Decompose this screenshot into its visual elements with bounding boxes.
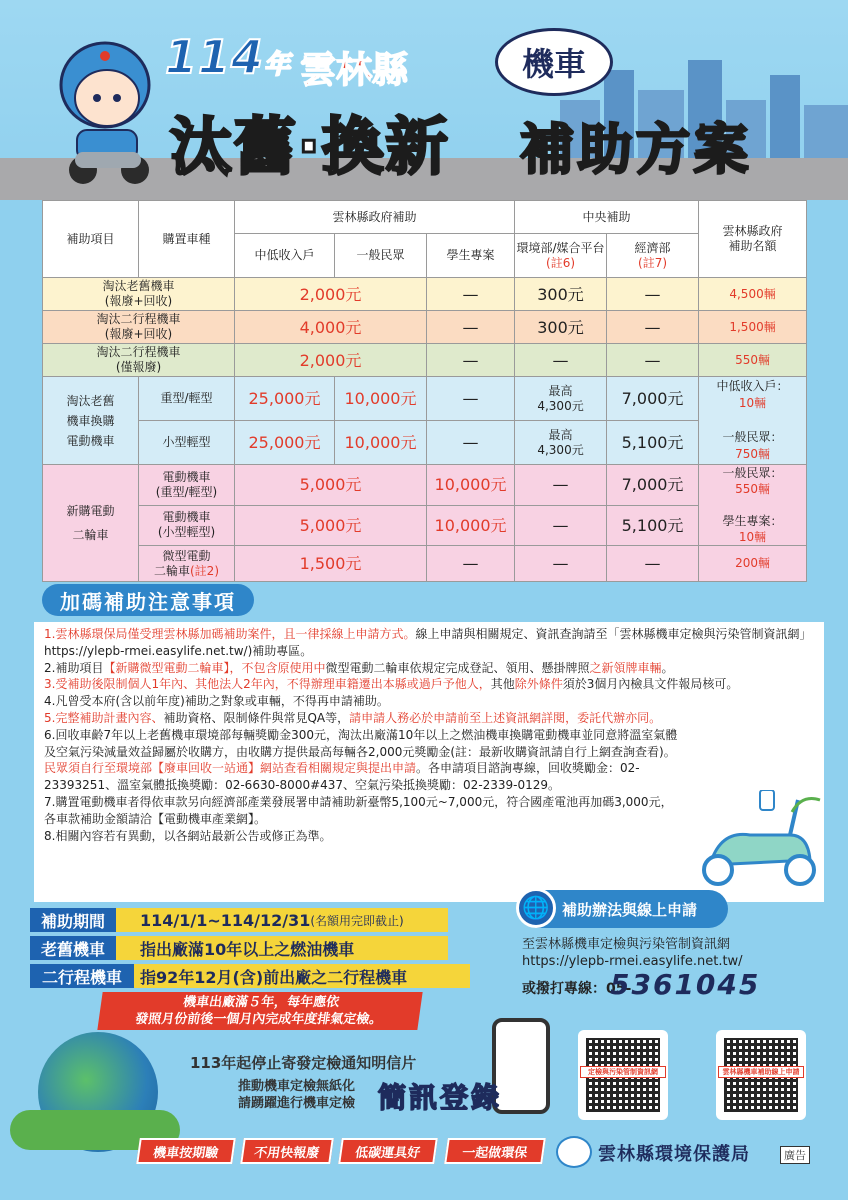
- header-item: 補助項目: [43, 201, 139, 278]
- row-quota: 1,500輛: [699, 311, 807, 344]
- row-general: 10,000元: [335, 421, 427, 465]
- globe-icon: 🌐: [516, 888, 556, 928]
- apply-url[interactable]: https://ylepb-rmei.easylife.net.tw/: [522, 954, 743, 969]
- two-stroke-label: 二行程機車: [30, 964, 134, 988]
- row-student: —: [427, 344, 515, 377]
- note-3: 3.受補助後限制個人1年內、其他法人2年內，不得辦理車籍遷出本縣或過戶予他人，其他除外條件須於3個月內檢具文件報局核可。: [44, 677, 739, 692]
- row-epa: —: [515, 505, 607, 546]
- subsidy-table: [42, 200, 806, 576]
- row-moea: —: [607, 311, 699, 344]
- slogan-2: 不用快報廢: [240, 1138, 334, 1164]
- row-moea: —: [607, 546, 699, 582]
- table-row: [43, 278, 807, 311]
- slogan-1: 機車按期驗: [136, 1138, 236, 1164]
- header-low-income: 中低收入戶: [235, 234, 335, 278]
- header-central-group: 中央補助: [515, 201, 699, 234]
- row-quota: 550輛: [699, 344, 807, 377]
- old-bike-value: 指出廠滿10年以上之燃油機車: [140, 939, 355, 959]
- apply-text: 至雲林縣機車定檢與污染管制資訊網 https://ylepb-rmei.easylife.net.tw/: [522, 937, 743, 969]
- qr-code-subsidy[interactable]: 雲林縣機車補助線上申請: [716, 1030, 806, 1120]
- vehicle-speech-bubble: 機車: [495, 28, 613, 96]
- row-moea: 7,000元: [607, 465, 699, 506]
- phone-label: 或撥打專線：05-: [522, 981, 632, 997]
- note-8: 8.相關內容若有異動，以各網站最新公告或修正為準。: [44, 828, 332, 843]
- ev-quota: 中低收入戶： 10輛 一般民眾： 750輛: [699, 377, 807, 465]
- row-epa: 300元: [515, 278, 607, 311]
- paperless-notice: 推動機車定檢無紙化 請踴躍進行機車定檢: [238, 1079, 356, 1111]
- header-epa: 環境部/媒合平台 (註6): [515, 234, 607, 278]
- mascot-rider-icon: [55, 40, 160, 190]
- inspection-banner: 機車出廠滿５年，每年應依 發照月份前後一個月內完成年度排氣定檢。: [97, 992, 422, 1030]
- two-stroke-value: 指92年12月(含)前出廠之二行程機車: [140, 967, 408, 987]
- header-moea: 經濟部 (註7): [607, 234, 699, 278]
- table-row: [43, 311, 807, 344]
- notes-title: 加碼補助注意事項: [42, 584, 254, 616]
- new-group-label: 新購電動 二輪車: [43, 465, 139, 582]
- phone-number[interactable]: 5361045: [610, 968, 761, 1001]
- period-label: 補助期間: [30, 908, 116, 932]
- qr-code-inspection[interactable]: 定檢與污染管制資訊網: [578, 1030, 668, 1120]
- sms-register: 簡訊登錄: [378, 1081, 503, 1114]
- header-county-group: 雲林縣政府補助: [235, 201, 515, 234]
- table-row: [43, 421, 807, 465]
- table-row: [43, 505, 807, 546]
- ad-tag: 廣告: [780, 1146, 810, 1164]
- row-type: 重型/輕型: [139, 377, 235, 421]
- year-title: 114年: [165, 30, 292, 84]
- header-quota: 雲林縣政府 補助名額: [699, 201, 807, 278]
- row-moea: —: [607, 278, 699, 311]
- row-epa: 最高 4,300元: [515, 421, 607, 465]
- old-bike-label: 老舊機車: [30, 936, 116, 960]
- row-student: —: [427, 546, 515, 582]
- table-row: [43, 344, 807, 377]
- note-5: 5.完整補助計畫內容、補助資格、限制條件與常見QA等，請申請人務必於申請前至上述資訊網詳閱，委託代辦亦同。: [44, 710, 662, 725]
- row-county: 4,000元: [235, 311, 427, 344]
- row-type: 小型輕型: [139, 421, 235, 465]
- row-student: —: [427, 278, 515, 311]
- row-student: 10,000元: [427, 505, 515, 546]
- row-moea: 5,100元: [607, 505, 699, 546]
- row-county: 2,000元: [235, 278, 427, 311]
- header-student: 學生專案: [427, 234, 515, 278]
- county-title: 雲林縣: [300, 50, 409, 91]
- row-low-income: 25,000元: [235, 421, 335, 465]
- main-title: 汰舊‧換新: [170, 110, 450, 183]
- period-value: 114/1/1~114/12/31 (名額用完即截止): [140, 910, 404, 930]
- row-county: 5,000元: [235, 505, 427, 546]
- row-type: 電動機車 (小型輕型): [139, 505, 235, 546]
- slogan-3: 低碳運具好: [338, 1138, 438, 1164]
- note-6: 6.回收車齡7年以上老舊機車環境部每輛獎勵金300元，淘汰出廠滿10年以上之燃油機車換購電動機車並同意將溫室氣體及空氣污染減量效益歸屬於收購方，由收購方提供最高每輛各2,000元獎勵金(註：最新收購資訊請自行上網查詢查看)。民眾須自行至環境部【廢車回收一站通】網站查看相關規定與提出申請。各申請項目諮詢專線，回收獎勵金：02-23393251、溫室氣體抵換獎勵：02-6630-8000#437、空氣污染抵換獎勵：02-2339-0129。: [44, 727, 678, 793]
- row-moea: 7,000元: [607, 377, 699, 421]
- row-epa: 300元: [515, 311, 607, 344]
- row-type: 電動機車 (重型/輕型): [139, 465, 235, 506]
- row-quota: 200輛: [699, 546, 807, 582]
- subtitle: 補助方案: [520, 118, 752, 181]
- note-4: 4.凡曾受本府(含以前年度)補助之對象或車輛，不得再申請補助。: [44, 694, 389, 709]
- new-quota: 一般民眾： 550輛 學生專案： 10輛: [699, 465, 807, 546]
- table-row: [43, 546, 807, 582]
- row-epa: 最高 4,300元: [515, 377, 607, 421]
- row-county: 2,000元: [235, 344, 427, 377]
- row-general: 10,000元: [335, 377, 427, 421]
- note-2: 2.補助項目【新購微型電動二輪車】，不包含原使用中微型電動二輪車依規定完成登記、領用、懸掛牌照之新領牌車輛。: [44, 660, 674, 675]
- row-student: —: [427, 421, 515, 465]
- electric-scooter-icon: [680, 790, 830, 890]
- row-item: 淘汰二行程機車 (報廢+回收): [43, 311, 235, 344]
- row-item: 淘汰老舊機車 (報廢+回收): [43, 278, 235, 311]
- row-moea: 5,100元: [607, 421, 699, 465]
- row-low-income: 25,000元: [235, 377, 335, 421]
- slogan-4: 一起做環保: [444, 1138, 546, 1164]
- ev-group-label: 淘汰老舊 機車換購 電動機車: [43, 377, 139, 465]
- row-student: 10,000元: [427, 465, 515, 506]
- postcard-notice: 113年起停止寄發定檢通知明信片: [190, 1054, 417, 1072]
- epb-name: 雲林縣環境保護局: [598, 1144, 750, 1165]
- row-moea: —: [607, 344, 699, 377]
- row-student: —: [427, 311, 515, 344]
- row-epa: —: [515, 344, 607, 377]
- note-7: 7.購置電動機車者得依車款另向經濟部產業發展署申請補助新臺幣5,100元~7,000元，符合國產電池再加碼3,000元，各車款補助金額請洽【電動機車產業網】。: [44, 794, 673, 826]
- row-epa: —: [515, 465, 607, 506]
- note-1: 1.雲林縣環保局僅受理雲林縣加碼補助案件，且一律採線上申請方式。線上申請與相關規定、資訊查詢請至「雲林縣機車定檢與污染管制資訊網」https://ylepb-rmei.easylife.net.tw/)補助專區。: [44, 627, 812, 658]
- header-type: 購置車種: [139, 201, 235, 278]
- apply-title[interactable]: 補助辦法與線上申請: [518, 890, 728, 928]
- row-type: 微型電動 二輪車(註2): [139, 546, 235, 582]
- row-county: 5,000元: [235, 465, 427, 506]
- header-general: 一般民眾: [335, 234, 427, 278]
- table-row: [43, 377, 807, 421]
- row-quota: 4,500輛: [699, 278, 807, 311]
- row-county: 1,500元: [235, 546, 427, 582]
- epb-logo-icon: [556, 1136, 592, 1168]
- row-item: 淘汰二行程機車 (僅報廢): [43, 344, 235, 377]
- row-epa: —: [515, 546, 607, 582]
- table-row: [43, 465, 807, 506]
- row-student: —: [427, 377, 515, 421]
